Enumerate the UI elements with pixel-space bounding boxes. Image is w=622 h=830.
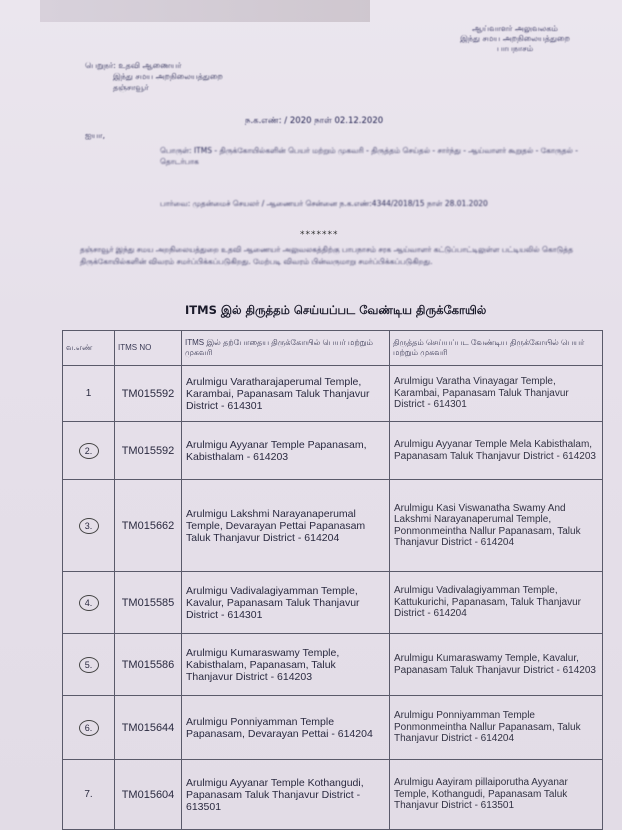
row-current: Arulmigu Vadivalagiyamman Temple, Kavalur, Papanasam Taluk Thanjavur District - 614301 [182, 572, 390, 634]
header-corrected: திருத்தம் செய்யப்பட வேண்டிய திருக்கோயில் பெயர் மற்றும் முகவரி [390, 331, 603, 366]
recipient-line: தஞ்சாவூர் [113, 83, 149, 92]
salutation: ஐயா, [85, 131, 106, 140]
row-number: 3. [79, 518, 99, 534]
row-number: 1 [85, 387, 92, 399]
table-row [63, 366, 603, 422]
table-title: ITMS இல் திருத்தம் செய்யப்பட வேண்டிய திருக்கோயில் [185, 303, 487, 317]
table-row [63, 634, 603, 696]
separator-dots: ******* [300, 230, 339, 240]
row-corrected: Arulmigu Ponniyamman Temple Ponmonmeintha Nallur Papanasam, Taluk Thanjavur District - 614204 [390, 696, 603, 760]
row-itms: TM015585 [115, 572, 182, 634]
table-row [63, 422, 603, 480]
row-current: Arulmigu Ponniyamman Temple Papanasam, Devarayan Pettai - 614204 [182, 696, 390, 760]
row-corrected: Arulmigu Kasi Viswanatha Swamy And Lakshmi Narayanaperumal Temple, Ponmonmeintha Nallur Papanasam, Taluk Thanjavur District - 614204 [390, 480, 603, 572]
row-itms: TM015644 [115, 696, 182, 760]
sender-line: பாபநாசம் [496, 44, 534, 53]
row-itms: TM015662 [115, 480, 182, 572]
row-corrected: Arulmigu Kumaraswamy Temple, Kavalur, Papanasam Taluk Thanjavur District - 614203 [390, 634, 603, 696]
table-row [63, 696, 603, 760]
header-sno: வ.எண் [63, 331, 115, 366]
sender-line: ஆய்வாளர் அலுவலகம் [472, 24, 558, 33]
reference-number: ந.க.எண்: / 2020 நாள் 02.12.2020 [245, 116, 384, 126]
row-itms: TM015604 [115, 760, 182, 830]
row-number: 7. [84, 788, 93, 800]
temple-correction-table [62, 330, 603, 830]
row-itms: TM015586 [115, 634, 182, 696]
row-current: Arulmigu Varatharajaperumal Temple, Karambai, Papanasam Taluk Thanjavur District - 614301 [182, 366, 390, 422]
reference-paragraph: பார்வை: முதன்மைச் செயலர் / ஆணையர் சென்னை ந.க.எண்:4344/2018/15 நாள் 28.01.2020 [160, 199, 488, 208]
row-corrected: Arulmigu Aayiram pillaiporutha Ayyanar Temple, Kothangudi, Papanasam Taluk Thanjavur District - 613501 [390, 760, 603, 830]
table-header-row [63, 331, 603, 366]
row-number: 4. [79, 595, 99, 611]
row-number: 6. [79, 720, 99, 736]
row-corrected: Arulmigu Varatha Vinayagar Temple, Karambai, Papanasam Taluk Thanjavur District - 614301 [390, 366, 603, 422]
sender-line: இந்து சமய அறநிலையத்துறை [460, 34, 570, 43]
recipient-line: பெறுநர்: உதவி ஆணையர் [85, 61, 182, 70]
row-number: 2. [79, 443, 99, 459]
table-row [63, 572, 603, 634]
row-corrected: Arulmigu Ayyanar Temple Mela Kabisthalam, Papanasam Taluk Thanjavur District - 614203 [390, 422, 603, 480]
row-corrected: Arulmigu Vadivalagiyamman Temple, Kattukurichi, Papanasam, Taluk Thanjavur District - 614204 [390, 572, 603, 634]
row-itms: TM015592 [115, 422, 182, 480]
row-number: 5. [79, 657, 99, 673]
recipient-line: இந்து சமய அறநிலையத்துறை [113, 72, 223, 81]
subject-paragraph: பொருள்: ITMS - திருக்கோயில்களின் பெயர் மற்றும் முகவரி - திருத்தம் செய்தல் - சார்ந்து - ஆய்வாளர் கூறுதல் - கோருதல் - தொடர்பாக [160, 146, 578, 166]
header-itms: ITMS NO [115, 331, 182, 366]
body-paragraph: தஞ்சாவூர் இந்து சமய அறநிலையத்துறை உதவி ஆணையர் அலுவலகத்திற்கு பாபநாசம் சரக ஆய்வாளர் கட்டுப்பாட்டிலுள்ள பட்டியலில் கொடுத்த திருக்கோயில்களின் விவரம் சமர்ப்பிக்கப்படுகிறது. மேற்படி விவரம் பின்வருமாறு சமர்ப்பிக்கப்படுகிறது. [80, 245, 574, 266]
row-current: Arulmigu Ayyanar Temple Kothangudi, Papanasam Taluk Thanjavur District - 613501 [182, 760, 390, 830]
row-current: Arulmigu Kumaraswamy Temple, Kabisthalam, Papanasam, Taluk Thanjavur District - 614203 [182, 634, 390, 696]
table-row [63, 480, 603, 572]
header-current: ITMS இல் தற்போதைய திருக்கோயில் பெயர் மற்றும் முகவரி [182, 331, 390, 366]
sender-address [430, 24, 600, 54]
table-row [63, 760, 603, 830]
recipient-address [85, 60, 223, 93]
row-current: Arulmigu Lakshmi Narayanaperumal Temple, Devarayan Pettai Papanasam Taluk Thanjavur District - 614204 [182, 480, 390, 572]
row-itms: TM015592 [115, 366, 182, 422]
row-current: Arulmigu Ayyanar Temple Papanasam, Kabisthalam - 614203 [182, 422, 390, 480]
paper-clip-shadow [40, 0, 370, 22]
